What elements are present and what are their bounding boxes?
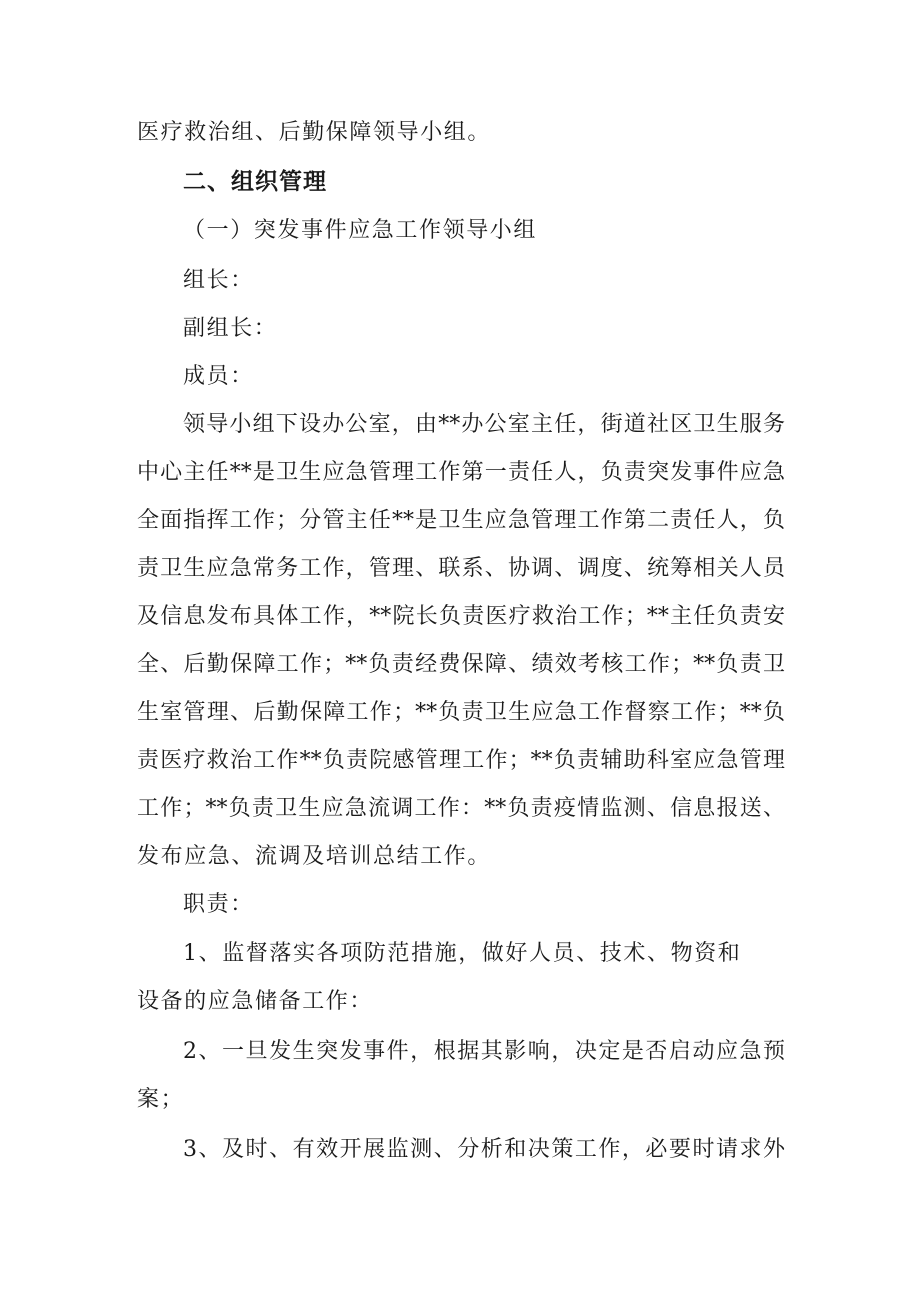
- office-paragraph-line: 及信息发布具体工作，**院长负责医疗救治工作；**主任负责安: [137, 604, 785, 629]
- duty-line: 1、监督落实各项防范措施，做好人员、技术、物资和: [183, 941, 742, 966]
- deputy-leader-line: 副组长：: [183, 316, 278, 341]
- leader-line: 组长：: [183, 268, 254, 293]
- office-paragraph-line: 全面指挥工作；分管主任**是卫生应急管理工作第二责任人，负: [137, 508, 785, 533]
- duty-line: 3、及时、有效开展监测、分析和决策工作，必要时请求外: [183, 1137, 785, 1162]
- duty-line: 案；: [137, 1087, 185, 1112]
- office-paragraph-line: 工作；**负责卫生应急流调工作：**负责疫情监测、信息报送、: [137, 796, 785, 821]
- duty-line: 设备的应急储备工作：: [137, 989, 374, 1014]
- office-paragraph-line: 责医疗救治工作**负责院感管理工作；**负责辅助科室应急管理: [137, 748, 785, 773]
- office-paragraph-line: 生室管理、后勤保障工作；**负责卫生应急工作督察工作；**负: [137, 700, 785, 725]
- office-paragraph-line: 全、后勤保障工作；**负责经费保障、绩效考核工作；**负责卫: [137, 652, 785, 677]
- members-line: 成员：: [183, 364, 254, 389]
- office-paragraph-line: 发布应急、流调及培训总结工作。: [137, 844, 492, 869]
- office-paragraph-line: 领导小组下设办公室，由**办公室主任，街道社区卫生服务: [183, 412, 785, 437]
- duties-label: 职责：: [183, 892, 254, 917]
- section-heading: 二、组织管理: [183, 169, 327, 195]
- duty-line: 2、一旦发生突发事件，根据其影响，决定是否启动应急预: [183, 1039, 785, 1064]
- office-paragraph-line: 责卫生应急常务工作，管理、联系、协调、调度、统筹相关人员: [137, 556, 785, 581]
- subsection-heading: （一）突发事件应急工作领导小组: [183, 218, 538, 243]
- intro-tail-line: 医疗救治组、后勤保障领导小组。: [137, 120, 492, 145]
- office-paragraph-line: 中心主任**是卫生应急管理工作第一责任人，负责突发事件应急: [137, 460, 785, 485]
